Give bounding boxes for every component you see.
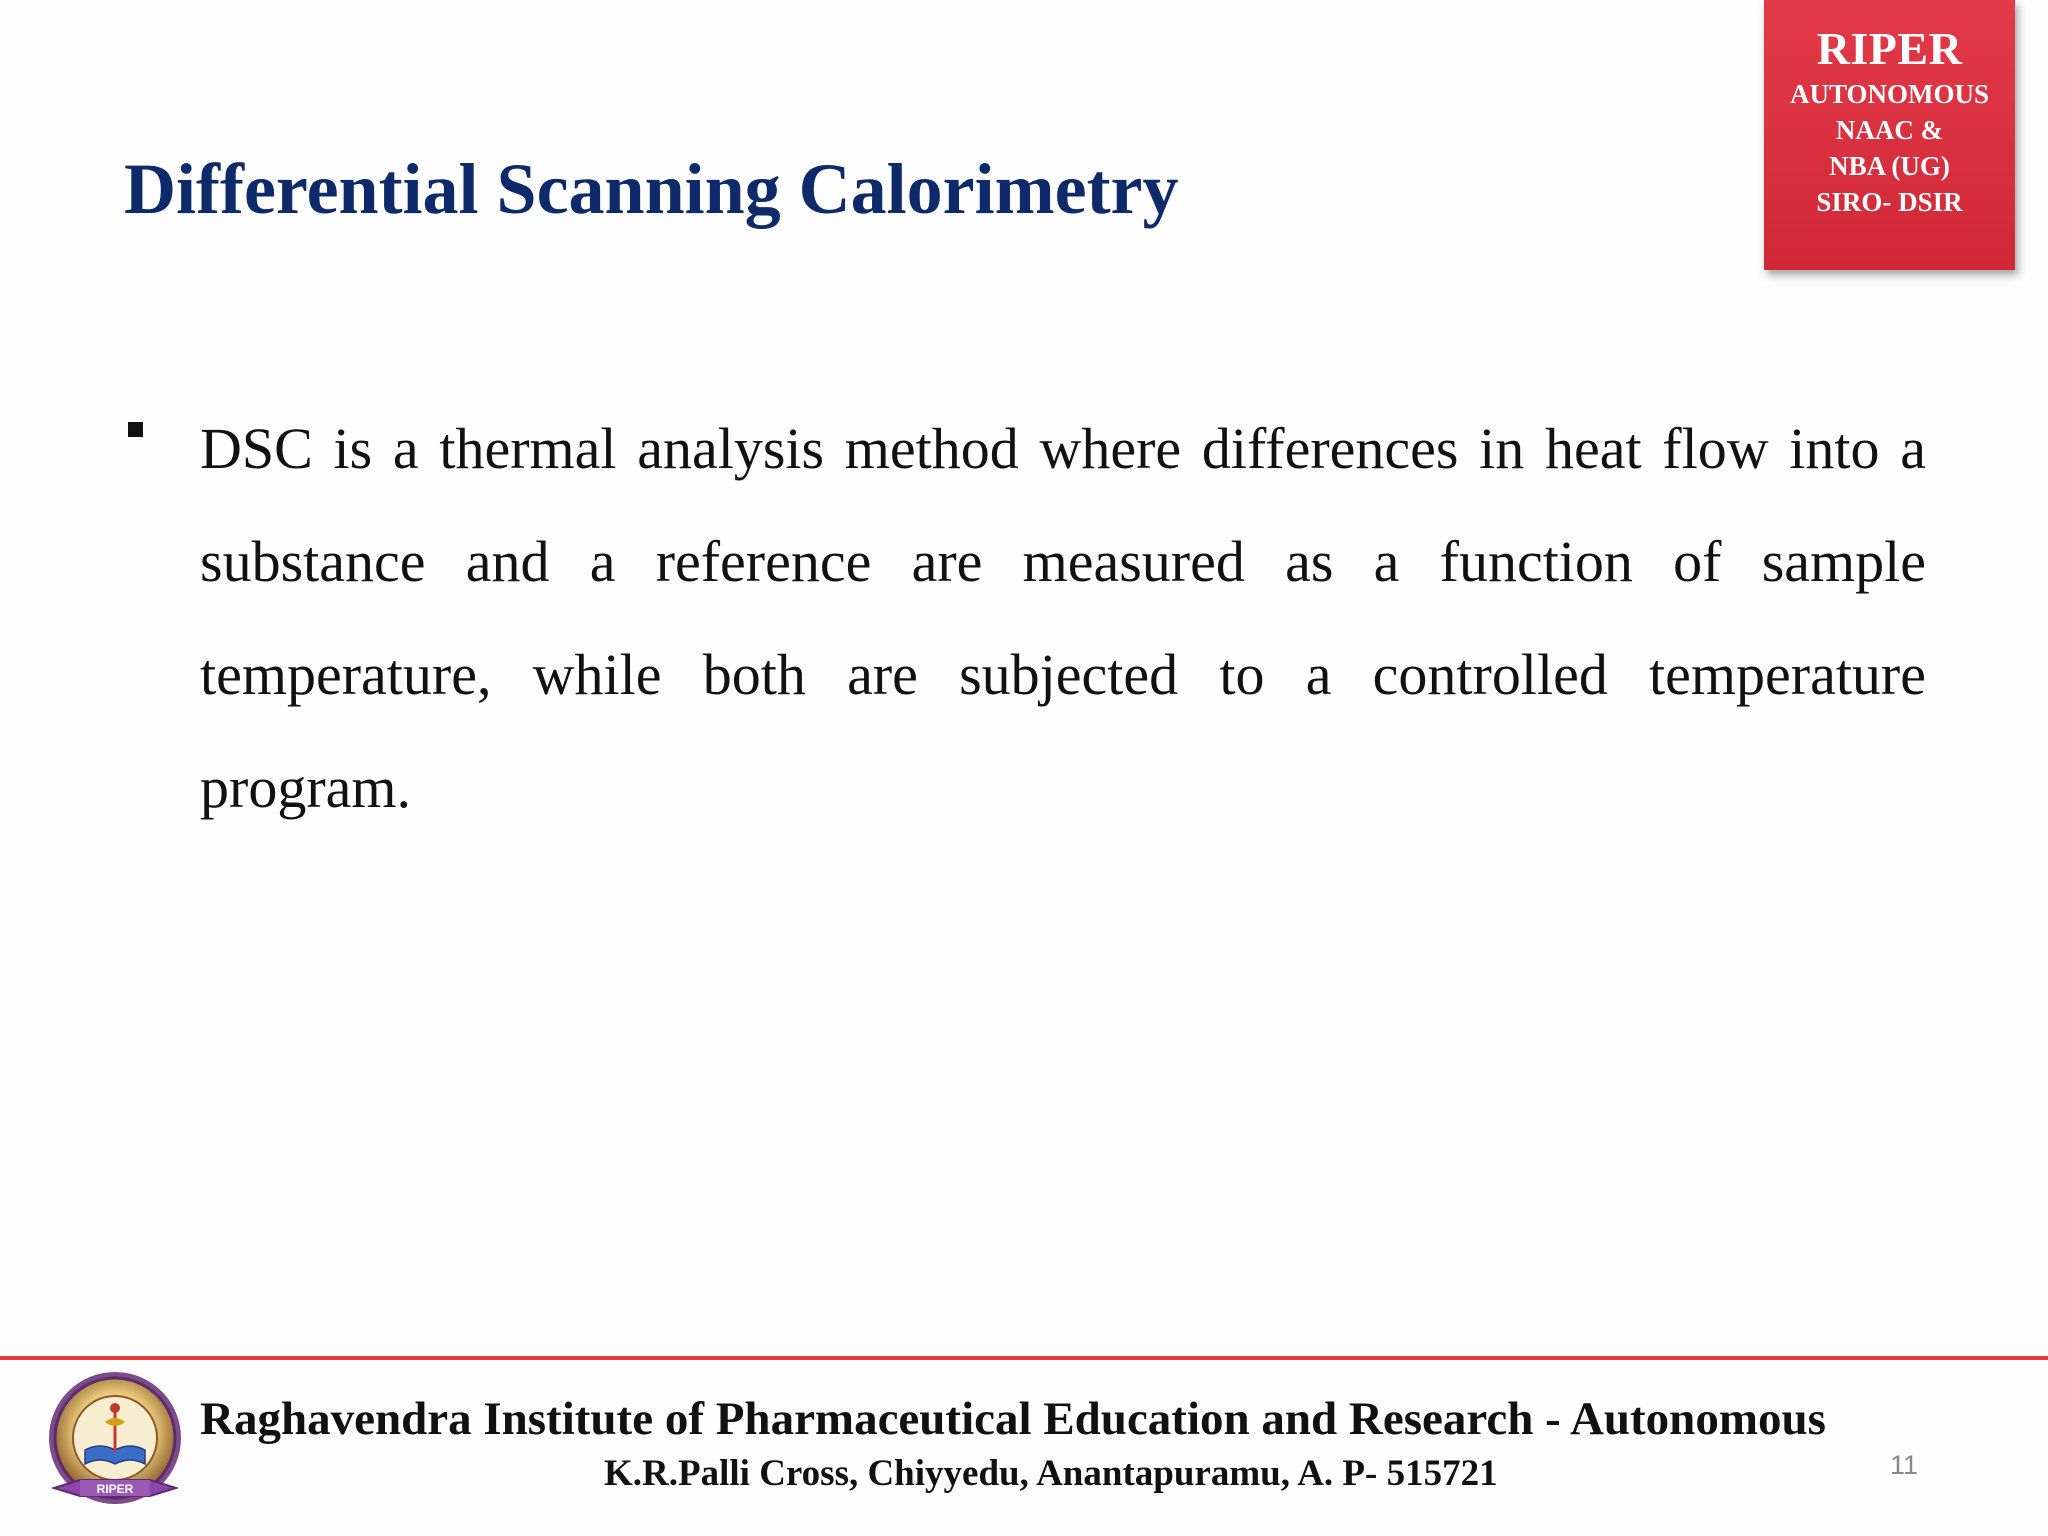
bullet-list [124, 392, 1924, 844]
bullet-text: DSC is a thermal analysis method where differences in heat flow into a substance and a reference are measured as a function of sample temperature, while both are subjected to a controlled temperature program. [200, 416, 1926, 820]
college-seal-logo [40, 1368, 190, 1523]
badge-line-siro: SIRO- DSIR [1816, 187, 1963, 217]
square-bullet-icon [128, 422, 143, 437]
footer-divider [0, 1356, 2048, 1360]
badge-line-naac: NAAC & [1835, 115, 1944, 145]
slide-title: Differential Scanning Calorimetry [124, 149, 1179, 229]
badge-line-nba: NBA (UG) [1829, 151, 1950, 181]
page-number: 11 [1890, 1450, 1919, 1480]
institute-name: Raghavendra Institute of Pharmaceutical Education and Research - Autonomous [200, 1393, 1826, 1445]
seal-banner-text: RIPER [96, 1482, 134, 1496]
badge-title: RIPER [1816, 23, 1963, 74]
badge-line-autonomous: AUTONOMOUS [1789, 79, 1990, 109]
accreditation-badge [1764, 0, 2015, 270]
bullet-item [124, 392, 1924, 844]
institute-address: K.R.Palli Cross, Chiyyedu, Anantapuramu, A. P- 515721 [604, 1453, 1498, 1494]
